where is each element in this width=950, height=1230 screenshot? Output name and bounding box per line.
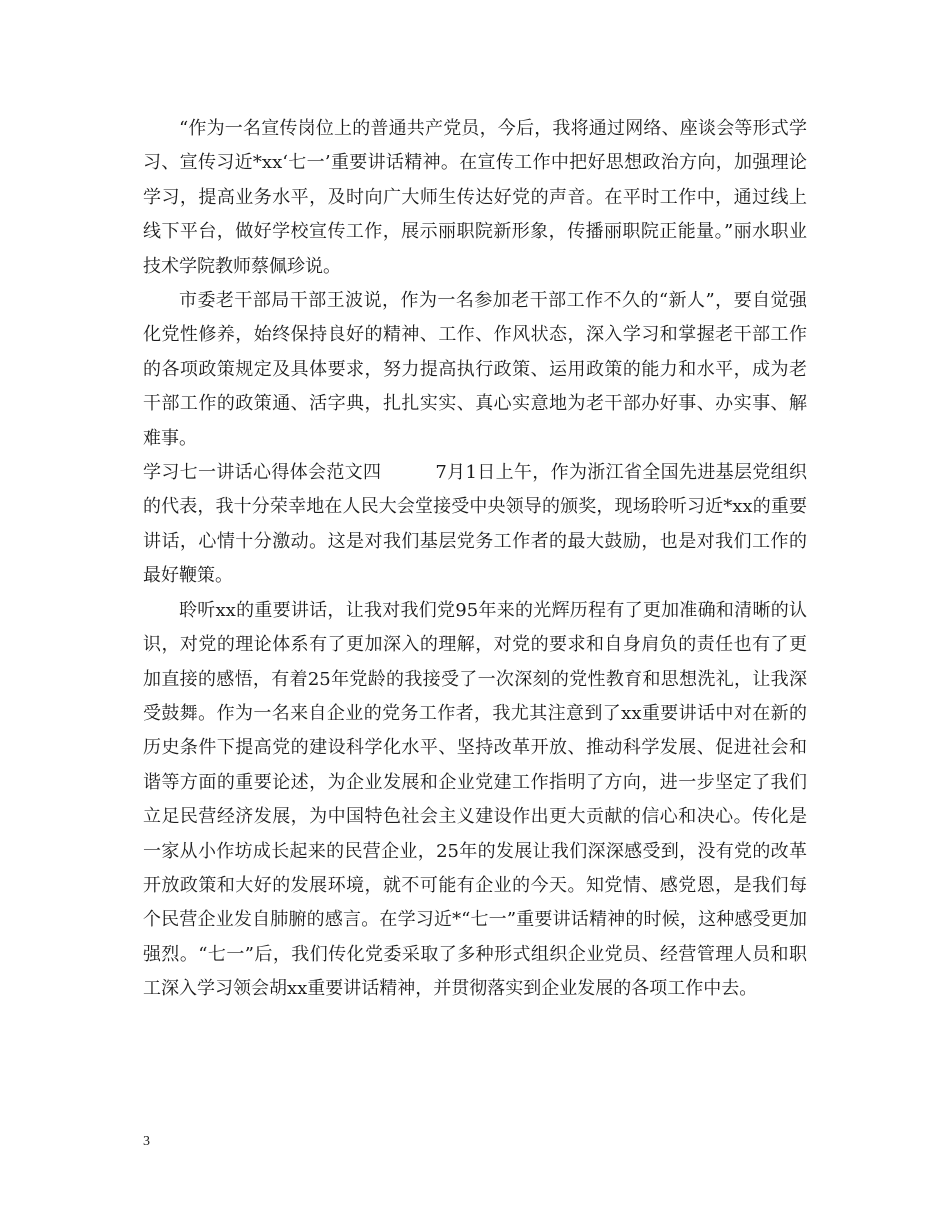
paragraph-speech-reflection: 聆听xx的重要讲话，让我对我们党95年来的光辉历程有了更加准确和清晰的认识，对党的理论体系有了更加深入的理解，对党的要求和自身肩负的责任也有了更加直接的感悟，有着25年党龄的我接受了一次深刻的党性教育和思想洗礼，让我深受鼓舞。作为一名来自企业的党务工作者，我尤其注意到了xx重要讲话中对在新的历史条件下提高党的建设科学化水平、坚持改革开放、推动科学发展、促进社会和谐等方面的重要论述，为企业发展和企业党建工作指明了方向，进一步坚定了我们立足民营经济发展，为中国特色社会主义建设作出更大贡献的信心和决心。传化是一家从小作坊成长起来的民营企业，25年的发展让我们深深感受到，没有党的改革开放政策和大好的发展环境，就不可能有企业的今天。知党情、感党恩，是我们每个民营企业发自肺腑的感言。在学习近*“七一”重要讲话精神的时候，这种感受更加强烈。“七一”后，我们传化党委采取了多种形式组织企业党员、经营管理人员和职工深入学习领会胡xx重要讲话精神，并贯彻落实到企业发展的各项工作中去。 (143, 599, 807, 1000)
section-heading: 学习七一讲话心得体会范文四 (143, 462, 382, 484)
paragraph-veteran-cadre: 市委老干部局干部王波说，作为一名参加老干部工作不久的“新人”，要自觉强化党性修养，始终保持良好的精神、工作、作风状态，深入学习和掌握老干部工作的各项政策规定及具体要求，努力提高执行政策、运用政策的能力和水平，成为老干部工作的政策通、活字典，扎扎实实、真心实意地为老干部办好事、办实事、解难事。 (143, 290, 807, 449)
paragraph-section-four-intro (143, 456, 807, 594)
document-body (143, 112, 807, 1007)
section-first-paragraph: 7月1日上午，作为浙江省全国先进基层党组织的代表，我十分荣幸地在人民大会堂接受中央领导的颁奖，现场聆听习近*xx的重要讲话，心情十分激动。这是对我们基层党务工作者的最大鼓励，也是对我们工作的最好鞭策。 (143, 462, 808, 587)
paragraph-teacher-quote: “作为一名宣传岗位上的普通共产党员，今后，我将通过网络、座谈会等形式学习、宣传习近*xx‘七一’重要讲话精神。在宣传工作中把好思想政治方向，加强理论学习，提高业务水平，及时向广大师生传达好党的声音。在平时工作中，通过线上线下平台，做好学校宣传工作，展示丽职院新形象，传播丽职院正能量。”丽水职业技术学院教师蔡佩珍说。 (143, 118, 807, 277)
page-number: 3 (143, 1134, 150, 1149)
